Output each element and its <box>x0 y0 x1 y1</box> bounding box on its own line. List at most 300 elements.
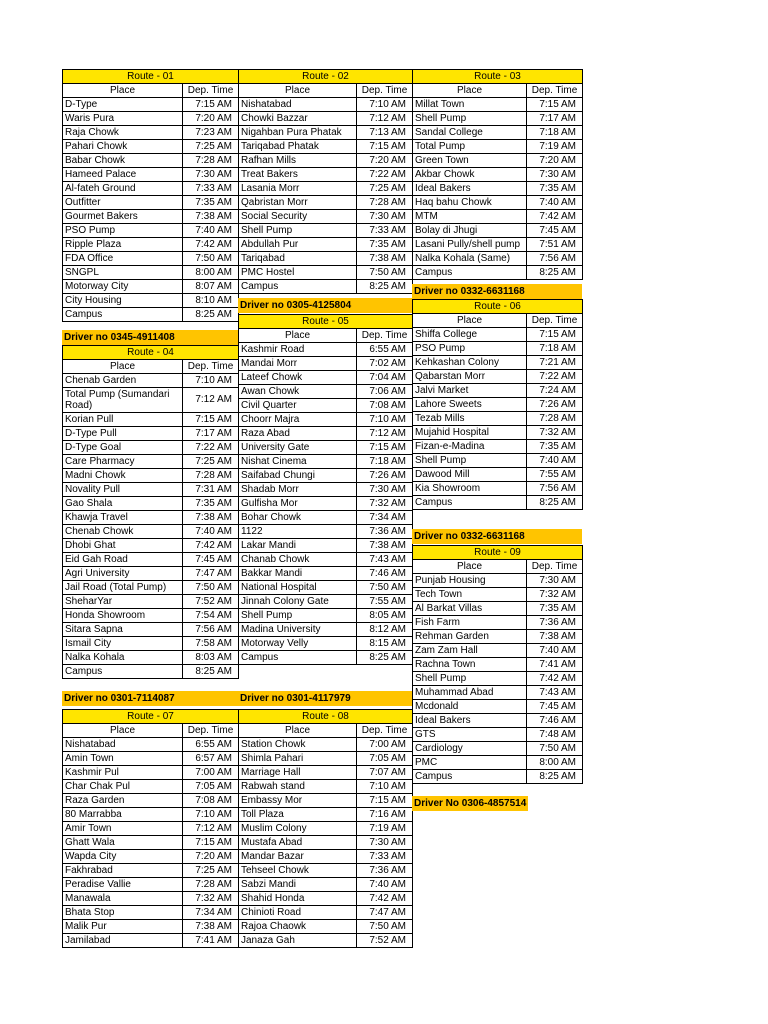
departure-time: 7:38 AM <box>527 630 583 644</box>
departure-time: 7:47 AM <box>183 567 239 581</box>
stop-name: PSO Pump <box>63 224 183 238</box>
departure-time: 7:24 AM <box>527 384 583 398</box>
departure-time: 7:42 AM <box>357 892 413 906</box>
table-row <box>63 808 239 822</box>
departure-time: 7:20 AM <box>183 112 239 126</box>
place-header: Place <box>63 724 183 738</box>
route-title-row <box>413 70 583 84</box>
departure-time: 7:47 AM <box>357 906 413 920</box>
table-row <box>63 581 239 595</box>
table-row <box>239 651 413 665</box>
table-row <box>413 224 583 238</box>
driver-info: Driver no 0305-4125804 <box>238 298 412 313</box>
table-row <box>413 714 583 728</box>
table-row <box>413 342 583 356</box>
stop-name: Shiffa College <box>413 328 527 342</box>
departure-time: 7:08 AM <box>183 794 239 808</box>
table-row <box>413 384 583 398</box>
stop-name: Campus <box>63 665 183 679</box>
departure-time: 7:30 AM <box>357 210 413 224</box>
table-row <box>239 567 413 581</box>
departure-time: 7:45 AM <box>527 224 583 238</box>
departure-time: 7:45 AM <box>527 700 583 714</box>
stop-name: Chenab Garden <box>63 374 183 388</box>
route-title-row <box>63 710 239 724</box>
table-row <box>413 140 583 154</box>
table-row <box>63 140 239 154</box>
stop-name: Punjab Housing <box>413 574 527 588</box>
stop-name: Rabwah stand <box>239 780 357 794</box>
route-table <box>62 69 239 322</box>
table-row <box>413 112 583 126</box>
table-row <box>239 752 413 766</box>
departure-time: 7:22 AM <box>527 370 583 384</box>
departure-time: 7:50 AM <box>357 581 413 595</box>
table-row <box>413 412 583 426</box>
departure-time: 7:15 AM <box>183 413 239 427</box>
stop-name: Campus <box>239 651 357 665</box>
stop-name: Amin Town <box>63 752 183 766</box>
departure-time: 7:22 AM <box>183 441 239 455</box>
table-row <box>413 238 583 252</box>
stop-name: Zam Zam Hall <box>413 644 527 658</box>
departure-time: 7:40 AM <box>183 224 239 238</box>
table-row <box>239 196 413 210</box>
stop-name: Nigahban Pura Phatak <box>239 126 357 140</box>
departure-time: 7:35 AM <box>527 182 583 196</box>
stop-name: Lasania Morr <box>239 182 357 196</box>
departure-time: 7:32 AM <box>527 588 583 602</box>
departure-time: 7:35 AM <box>527 602 583 616</box>
stop-name: Station Chowk <box>239 738 357 752</box>
stop-name: Marriage Hall <box>239 766 357 780</box>
stop-name: Qabarstan Morr <box>413 370 527 384</box>
stop-name: Motorway City <box>63 280 183 294</box>
stop-name: 80 Marrabba <box>63 808 183 822</box>
departure-time: 7:25 AM <box>183 864 239 878</box>
table-row <box>63 906 239 920</box>
departure-time: 7:40 AM <box>527 196 583 210</box>
departure-time: 7:32 AM <box>527 426 583 440</box>
stop-name: Bohar Chowk <box>239 511 357 525</box>
departure-time: 7:50 AM <box>183 252 239 266</box>
stop-name: Jinnah Colony Gate <box>239 595 357 609</box>
place-header: Place <box>413 560 527 574</box>
place-header: Place <box>413 84 527 98</box>
departure-time: 7:30 AM <box>357 483 413 497</box>
departure-time: 7:20 AM <box>527 154 583 168</box>
departure-time: 7:56 AM <box>183 623 239 637</box>
departure-time: 7:15 AM <box>527 98 583 112</box>
stop-name: Nishatabad <box>239 98 357 112</box>
departure-time: 7:30 AM <box>357 836 413 850</box>
departure-time: 7:05 AM <box>183 780 239 794</box>
stop-name: Shell Pump <box>413 672 527 686</box>
departure-time: 7:36 AM <box>357 864 413 878</box>
table-row <box>239 850 413 864</box>
stop-name: Nalka Kohala <box>63 651 183 665</box>
table-row <box>239 343 413 357</box>
time-header: Dep. Time <box>183 360 239 374</box>
table-row <box>413 728 583 742</box>
stop-name: Campus <box>413 266 527 280</box>
stop-name: D-Type <box>63 98 183 112</box>
stop-name: Bhata Stop <box>63 906 183 920</box>
stop-name: Agri University <box>63 567 183 581</box>
table-row <box>239 553 413 567</box>
stop-name: PSO Pump <box>413 342 527 356</box>
route-table <box>238 709 413 948</box>
stop-name: Shadab Morr <box>239 483 357 497</box>
departure-time: 7:26 AM <box>527 398 583 412</box>
stop-name: Chinioti Road <box>239 906 357 920</box>
stop-name: Ghatt Wala <box>63 836 183 850</box>
stop-name: PMC <box>413 756 527 770</box>
table-row <box>413 700 583 714</box>
stop-name: Peradise Vallie <box>63 878 183 892</box>
stop-name: Dhobi Ghat <box>63 539 183 553</box>
stop-name: Tariqabad Phatak <box>239 140 357 154</box>
stop-name: Mandai Morr <box>239 357 357 371</box>
table-row <box>413 482 583 496</box>
stop-name: Bolay di Jhugi <box>413 224 527 238</box>
stop-name: Hameed Palace <box>63 168 183 182</box>
table-header-row <box>239 724 413 738</box>
table-row <box>239 441 413 455</box>
departure-time: 7:28 AM <box>357 196 413 210</box>
stop-name: Green Town <box>413 154 527 168</box>
departure-time: 7:22 AM <box>357 168 413 182</box>
table-header-row <box>413 84 583 98</box>
table-row <box>239 140 413 154</box>
departure-time: 7:43 AM <box>527 686 583 700</box>
stop-name: Lateef Chowk <box>239 371 357 385</box>
stop-name: Choorr Majra <box>239 413 357 427</box>
departure-time: 8:25 AM <box>527 770 583 784</box>
departure-time: 7:36 AM <box>357 525 413 539</box>
departure-time: 8:12 AM <box>357 623 413 637</box>
departure-time: 7:10 AM <box>357 413 413 427</box>
time-header: Dep. Time <box>357 724 413 738</box>
stop-name: Amir Town <box>63 822 183 836</box>
stop-name: Honda Showroom <box>63 609 183 623</box>
route-title: Route - 07 <box>63 710 239 724</box>
departure-time: 7:26 AM <box>357 469 413 483</box>
table-row <box>413 168 583 182</box>
departure-time: 7:19 AM <box>527 140 583 154</box>
table-row <box>413 756 583 770</box>
table-row <box>63 224 239 238</box>
departure-time: 7:07 AM <box>357 766 413 780</box>
route-title-row <box>239 70 413 84</box>
stop-name: City Housing <box>63 294 183 308</box>
driver-info: Driver no 0345-4911408 <box>62 330 238 345</box>
departure-time: 7:15 AM <box>183 98 239 112</box>
stop-name: Gulfisha Mor <box>239 497 357 511</box>
table-row <box>239 497 413 511</box>
stop-name: Rehman Garden <box>413 630 527 644</box>
table-row <box>63 780 239 794</box>
departure-time: 7:56 AM <box>527 252 583 266</box>
stop-name: Janaza Gah <box>239 934 357 948</box>
stop-name: GTS <box>413 728 527 742</box>
table-row <box>63 752 239 766</box>
departure-time: 7:18 AM <box>357 455 413 469</box>
table-row <box>63 196 239 210</box>
table-row <box>239 609 413 623</box>
stop-name: Toll Plaza <box>239 808 357 822</box>
table-row <box>239 892 413 906</box>
table-row <box>63 238 239 252</box>
departure-time: 7:21 AM <box>527 356 583 370</box>
departure-time: 7:18 AM <box>527 126 583 140</box>
route-title-row <box>239 315 413 329</box>
stop-name: Treat Bakers <box>239 168 357 182</box>
departure-time: 7:46 AM <box>357 567 413 581</box>
route-title-row <box>63 346 239 360</box>
driver-info: Driver No 0306-4857514 <box>414 798 527 809</box>
route-title: Route - 09 <box>413 546 583 560</box>
stop-name: Akbar Chowk <box>413 168 527 182</box>
table-row <box>63 934 239 948</box>
stop-name: Khawja Travel <box>63 511 183 525</box>
stop-name: Care Pharmacy <box>63 455 183 469</box>
table-row <box>413 686 583 700</box>
departure-time: 7:15 AM <box>357 441 413 455</box>
departure-time: 7:38 AM <box>357 539 413 553</box>
stop-name: Embassy Mor <box>239 794 357 808</box>
departure-time: 8:25 AM <box>357 651 413 665</box>
departure-time: 7:17 AM <box>527 112 583 126</box>
departure-time: 7:38 AM <box>183 920 239 934</box>
stop-name: Shell Pump <box>239 609 357 623</box>
table-row <box>63 822 239 836</box>
table-row <box>63 665 239 679</box>
table-row <box>63 280 239 294</box>
table-row <box>63 836 239 850</box>
departure-time: 7:33 AM <box>183 182 239 196</box>
table-row <box>239 455 413 469</box>
table-row <box>63 553 239 567</box>
table-row <box>239 539 413 553</box>
stop-name: Mujahid Hospital <box>413 426 527 440</box>
departure-time: 7:12 AM <box>357 427 413 441</box>
route-table <box>62 709 239 948</box>
departure-time: 8:25 AM <box>183 308 239 322</box>
departure-time: 6:57 AM <box>183 752 239 766</box>
table-row <box>413 454 583 468</box>
table-row <box>413 574 583 588</box>
stop-name: Kashmir Pul <box>63 766 183 780</box>
departure-time: 7:25 AM <box>357 182 413 196</box>
table-row <box>239 399 413 413</box>
departure-time: 7:00 AM <box>357 738 413 752</box>
table-row <box>239 878 413 892</box>
departure-time: 7:32 AM <box>357 497 413 511</box>
stop-name: Eid Gah Road <box>63 553 183 567</box>
time-header: Dep. Time <box>527 314 583 328</box>
table-row <box>239 385 413 399</box>
table-row <box>63 766 239 780</box>
stop-name: Sandal College <box>413 126 527 140</box>
stop-name: Gao Shala <box>63 497 183 511</box>
departure-time: 7:42 AM <box>527 210 583 224</box>
table-row <box>239 357 413 371</box>
route-table <box>412 69 583 280</box>
departure-time: 6:55 AM <box>357 343 413 357</box>
stop-name: Sitara Sapna <box>63 623 183 637</box>
table-row <box>239 112 413 126</box>
stop-name: Chanab Chowk <box>239 553 357 567</box>
departure-time: 7:05 AM <box>357 752 413 766</box>
departure-time: 7:50 AM <box>527 742 583 756</box>
table-row <box>63 126 239 140</box>
table-row <box>63 567 239 581</box>
stop-name: Campus <box>239 280 357 294</box>
stop-name: 1122 <box>239 525 357 539</box>
table-row <box>413 182 583 196</box>
stop-name: Kehkashan Colony <box>413 356 527 370</box>
departure-time: 7:51 AM <box>527 238 583 252</box>
table-row <box>63 308 239 322</box>
departure-time: 7:35 AM <box>357 238 413 252</box>
departure-time: 7:58 AM <box>183 637 239 651</box>
table-row <box>63 469 239 483</box>
departure-time: 7:30 AM <box>527 574 583 588</box>
table-header-row <box>63 84 239 98</box>
stop-name: Kia Showroom <box>413 482 527 496</box>
route-title-row <box>413 546 583 560</box>
departure-time: 7:28 AM <box>527 412 583 426</box>
table-row <box>63 427 239 441</box>
stop-name: Chowki Bazzar <box>239 112 357 126</box>
place-header: Place <box>63 84 183 98</box>
stop-name: FDA Office <box>63 252 183 266</box>
stop-name: Nishat Cinema <box>239 455 357 469</box>
departure-time: 7:16 AM <box>357 808 413 822</box>
table-row <box>413 630 583 644</box>
route-table <box>238 314 413 665</box>
table-row <box>63 252 239 266</box>
stop-name: Madina University <box>239 623 357 637</box>
table-row <box>239 920 413 934</box>
table-row <box>63 388 239 413</box>
place-header: Place <box>239 84 357 98</box>
departure-time: 7:34 AM <box>183 906 239 920</box>
stop-name: Waris Pura <box>63 112 183 126</box>
table-row <box>413 356 583 370</box>
table-row <box>63 374 239 388</box>
table-row <box>413 658 583 672</box>
table-header-row <box>239 84 413 98</box>
stop-name: Campus <box>413 770 527 784</box>
table-row <box>63 210 239 224</box>
table-row <box>413 672 583 686</box>
route-title-row <box>63 70 239 84</box>
departure-time: 7:25 AM <box>183 140 239 154</box>
stop-name: Ripple Plaza <box>63 238 183 252</box>
stop-name: Jamilabad <box>63 934 183 948</box>
table-row <box>239 469 413 483</box>
table-row <box>413 154 583 168</box>
departure-time: 7:18 AM <box>527 342 583 356</box>
table-row <box>413 602 583 616</box>
table-row <box>63 637 239 651</box>
route-title-row <box>413 300 583 314</box>
place-header: Place <box>239 329 357 343</box>
stop-name: Char Chak Pul <box>63 780 183 794</box>
stop-name: Muslim Colony <box>239 822 357 836</box>
table-row <box>239 266 413 280</box>
table-row <box>63 168 239 182</box>
departure-time: 7:13 AM <box>357 126 413 140</box>
table-row <box>413 440 583 454</box>
departure-time: 7:42 AM <box>527 672 583 686</box>
stop-name: Dawood Mill <box>413 468 527 482</box>
departure-time: 7:10 AM <box>357 780 413 794</box>
stop-name: Bakkar Mandi <box>239 567 357 581</box>
table-row <box>413 588 583 602</box>
table-row <box>239 98 413 112</box>
stop-name: Total Pump (Sumandari Road) <box>63 388 183 413</box>
stop-name: Total Pump <box>413 140 527 154</box>
stop-name: SheharYar <box>63 595 183 609</box>
stop-name: Chenab Chowk <box>63 525 183 539</box>
departure-time: 7:40 AM <box>527 454 583 468</box>
stop-name: Kashmir Road <box>239 343 357 357</box>
departure-time: 7:41 AM <box>183 934 239 948</box>
stop-name: Muhammad Abad <box>413 686 527 700</box>
departure-time: 7:28 AM <box>183 469 239 483</box>
place-header: Place <box>239 724 357 738</box>
departure-time: 7:43 AM <box>357 553 413 567</box>
departure-time: 7:15 AM <box>183 836 239 850</box>
departure-time: 7:17 AM <box>183 427 239 441</box>
place-header: Place <box>413 314 527 328</box>
departure-time: 7:19 AM <box>357 822 413 836</box>
route-table <box>62 345 239 679</box>
stop-name: Lahore Sweets <box>413 398 527 412</box>
place-header: Place <box>63 360 183 374</box>
stop-name: Tariqabad <box>239 252 357 266</box>
stop-name: Saifabad Chungi <box>239 469 357 483</box>
table-row <box>239 738 413 752</box>
stop-name: Motorway Velly <box>239 637 357 651</box>
table-header-row <box>413 560 583 574</box>
table-row <box>413 252 583 266</box>
departure-time: 7:25 AM <box>183 455 239 469</box>
table-row <box>239 595 413 609</box>
stop-name: Raza Garden <box>63 794 183 808</box>
departure-time: 7:40 AM <box>357 878 413 892</box>
table-row <box>63 266 239 280</box>
departure-time: 7:15 AM <box>357 140 413 154</box>
departure-time: 7:31 AM <box>183 483 239 497</box>
stop-name: Wapda City <box>63 850 183 864</box>
departure-time: 7:32 AM <box>183 892 239 906</box>
departure-time: 7:46 AM <box>527 714 583 728</box>
stop-name: Tezab Mills <box>413 412 527 426</box>
departure-time: 7:34 AM <box>357 511 413 525</box>
table-row <box>63 112 239 126</box>
departure-time: 7:12 AM <box>183 388 239 413</box>
table-row <box>413 98 583 112</box>
stop-name: Rajoa Chaowk <box>239 920 357 934</box>
departure-time: 7:30 AM <box>527 168 583 182</box>
departure-time: 7:10 AM <box>183 374 239 388</box>
table-row <box>413 196 583 210</box>
route-table <box>238 69 413 294</box>
